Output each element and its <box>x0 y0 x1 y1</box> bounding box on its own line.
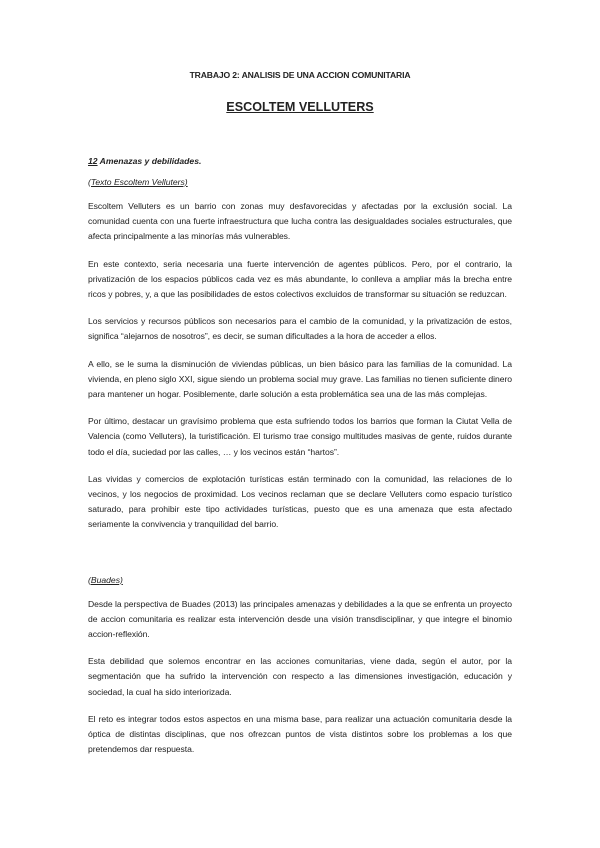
assignment-title: TRABAJO 2: ANALISIS DE UNA ACCION COMUNITARIA <box>189 70 411 80</box>
paragraph: Esta debilidad que solemos encontrar en las acciones comunitarias, viene dada, según el autor, por la segmentación que ha sufrido la intervención con respecto a las dimensiones investigación, educación y sociedad, la cual ha sido interiorizada. <box>88 656 512 697</box>
page-title: ESCOLTEM VELLUTERS <box>226 100 374 114</box>
source-label-escoltem: (Texto Escoltem Velluters) <box>88 177 188 187</box>
paragraph: Los servicios y recursos públicos son necesarios para el cambio de la comunidad, y la privatización de estos, significa “alejarnos de nosotros”, es decir, se suman dificultades a la hora de acceder a ellos. <box>88 316 512 342</box>
section-number: 12 <box>88 156 98 166</box>
paragraph: Escoltem Velluters es un barrio con zonas muy desfavorecidas y afectadas por la exclusión social. La comunidad cuenta con una fuerte infraestructura que lucha contra las desigualdades sociales estructurales, que afecta principalmente a las minorías más vulnerables. <box>88 201 512 242</box>
paragraph: El reto es integrar todos estos aspectos en una misma base, para realizar una actuación comunitaria desde la óptica de distintas disciplinas, que nos ofrezcan puntos de vista distintos sobre los problemas a los que pretendemos dar respuesta. <box>88 713 512 755</box>
paragraph: Por último, destacar un gravísimo problema que esta sufriendo todos los barrios que forman la Ciutat Vella de Valencia (como Velluters), la turistificación. El turismo trae consigo multitudes masivas de gente, ruidos durante todo el día, suciedad por las calles, … y los vecinos están “hartos”. <box>88 416 512 457</box>
paragraph: En este contexto, seria necesaria una fuerte intervención de agentes públicos. Pero, por el contrario, la privatización de los espacios públicos cada vez es más abundante, lo conlleva a ampliar más la brecha entre ricos y pobres, y, a que las posibilidades de estos colectivos excluidos de transformar su situación se reduzcan. <box>88 258 512 300</box>
spacer <box>88 545 512 575</box>
source-label-buades: (Buades) <box>88 574 123 585</box>
paragraph: A ello, se le suma la disminución de viviendas públicas, un bien básico para las familias de la comunidad. La vivienda, en pleno siglo XXI, sigue siendo un problema social muy grave. Las familias no tienen suficiente dinero para mantener un hogar. Posiblemente, darle solución a esta problemática sea una de las más complejas. <box>88 358 512 400</box>
paragraph: Las vividas y comercios de explotación turísticas están terminado con la comunidad, las relaciones de lo vecinos, y los negocios de proximidad. Los vecinos reclaman que se declare Velluters como espacio turístico saturado, para prohibir este tipo actividades turísticas, puesto que es una amenaza que esta afectado seriamente la convivencia y tranquilidad del barrio. <box>88 473 512 530</box>
paragraph: Desde la perspectiva de Buades (2013) las principales amenazas y debilidades a la que se enfrenta un proyecto de accion comunitaria es realizar esta intervención desde una visión transdisciplinar, y que integre el binomio accion-reflexión. <box>88 598 512 640</box>
section-heading <box>88 156 512 166</box>
section-title: Amenazas y debilidades. <box>99 156 202 166</box>
